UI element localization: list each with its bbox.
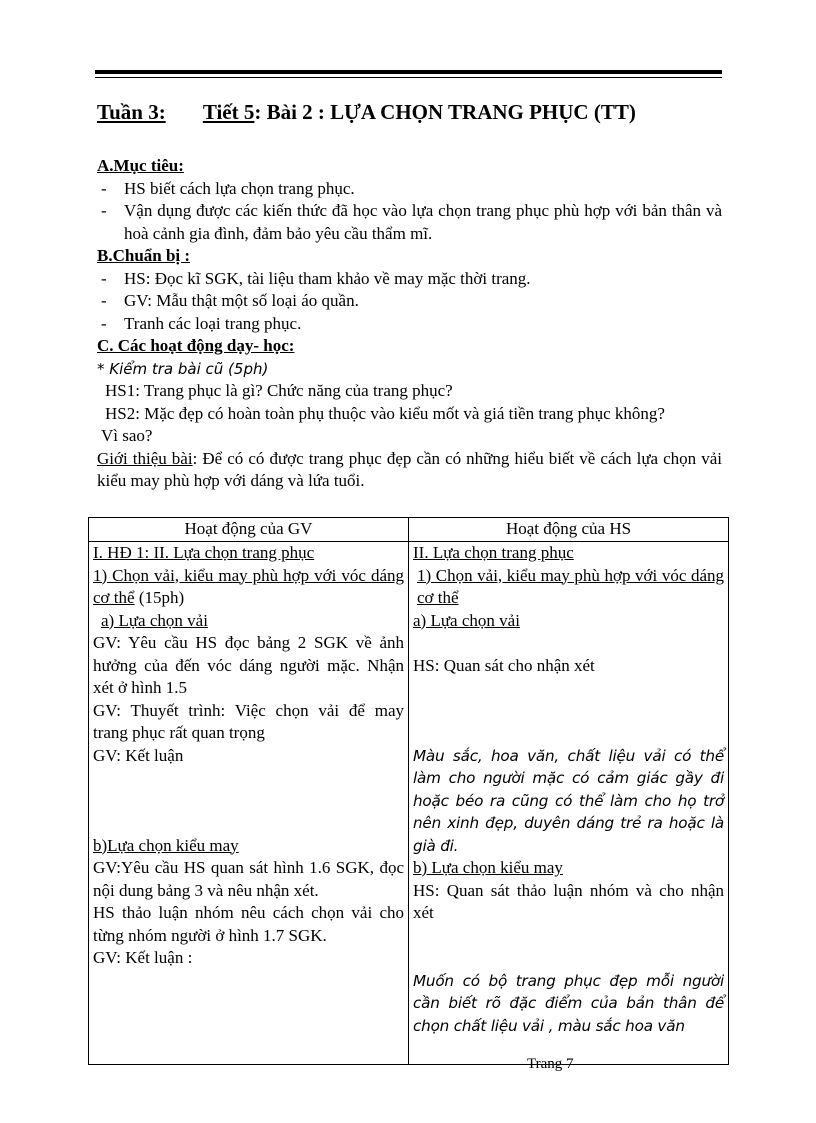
review-question-3: Vì sao? <box>101 426 153 445</box>
header-rule-thick <box>95 70 722 74</box>
page-title <box>97 100 737 125</box>
col-header-hs: Hoạt động của HS <box>409 518 729 542</box>
hs-line: Muốn có bộ trang phục đẹp mỗi người cần biết rõ đặc điểm của bản thân để chọn chất liệu vải , màu sắc hoa văn <box>413 971 724 1035</box>
gv-line: I. HĐ 1: II. Lựa chọn trang phục <box>93 543 315 562</box>
review-question-2: HS2: Mặc đẹp có hoàn toàn phụ thuộc vào kiểu mốt và giá tiền trang phục không? <box>105 403 665 423</box>
lesson-label: Tiết 5 <box>202 100 255 124</box>
hs-line: HS: Quan sát cho nhận xét <box>413 655 595 675</box>
lesson-title: : Bài 2 : LỰA CHỌN TRANG PHỤC (TT) <box>254 100 636 124</box>
hs-activity-cell <box>409 542 729 1065</box>
header-rule-thin <box>95 77 722 78</box>
gv-line: GV: Yêu cầu HS đọc bảng 2 SGK về ảnh hưởng của đến vóc dáng người mặc. Nhận xét ở hình 1.5 <box>93 633 404 697</box>
hs-line: a) Lựa chọn vải <box>413 610 520 630</box>
objectives-heading: A.Mục tiêu: <box>97 156 184 175</box>
objective-item: - Vận dụng được các kiến thức đã học vào lựa chọn trang phục phù hợp với bản thân và hoà cảnh gia đình, đảm bảo yêu cầu thẩm mĩ. <box>101 201 722 243</box>
preparation-heading: B.Chuẩn bị : <box>97 246 191 265</box>
gv-line: HS thảo luận nhóm nêu cách chọn vải cho từng nhóm người ở hình 1.7 SGK. <box>93 903 404 945</box>
hs-line: 1) Chọn vải, kiểu may phù hợp với vóc dáng cơ thể <box>417 565 724 607</box>
intro-label: Giới thiệu bài <box>97 448 193 468</box>
objective-item: - HS biết cách lựa chọn trang phục. <box>101 178 355 198</box>
hs-line: HS: Quan sát thảo luận nhóm và cho nhận xét <box>413 880 724 922</box>
activities-heading: C. Các hoạt động dạy- học: <box>97 336 295 355</box>
page-number: Trang 7 <box>527 1056 574 1072</box>
gv-line: GV: Thuyết trình: Việc chọn vải để may trang phục rất quan trọng <box>93 700 404 742</box>
preparation-item: - GV: Mẫu thật một số loại áo quần. <box>101 291 359 310</box>
gv-activity-cell <box>89 542 409 1065</box>
preparation-item: - HS: Đọc kĩ SGK, tài liệu tham khảo về may mặc thời trang. <box>101 268 531 288</box>
preparation-item: - Tranh các loại trang phục. <box>101 313 302 333</box>
gv-line: GV:Yêu cầu HS quan sát hình 1.6 SGK, đọc nội dung bảng 3 và nêu nhận xét. <box>93 858 404 900</box>
week-label: Tuần 3: <box>97 100 166 124</box>
gv-line: GV: Kết luận : <box>93 948 193 967</box>
intro-text: : Để có có được trang phục đẹp cần có những hiểu biết về cách lựa chọn vải kiểu may phù hợp với dáng và lứa tuổi. <box>97 448 722 490</box>
review-question-1: HS1: Trang phục là gì? Chức năng của trang phục? <box>105 381 453 400</box>
hs-line: b) Lựa chọn kiểu may <box>413 858 563 877</box>
intro-paragraph <box>97 448 722 493</box>
gv-line: b)Lựa chọn kiểu may <box>93 835 239 855</box>
gv-line: GV: Kết luận <box>93 745 184 765</box>
gv-line: 1) Chọn vải, kiểu may phù hợp với vóc dáng cơ thể (15ph) <box>93 565 404 607</box>
review-label: * Kiểm tra bài cũ (5ph) <box>97 359 269 378</box>
gv-line: a) Lựa chọn vải <box>101 610 208 630</box>
hs-line: II. Lựa chọn trang phục <box>413 543 574 562</box>
hs-line: Màu sắc, hoa văn, chất liệu vải có thể làm cho người mặc có cảm giác gầy đi hoặc béo ra cũng có thể làm cho họ trở nên xinh đẹp, duyên dáng trẻ ra hoặc là già đi. <box>413 746 724 855</box>
activity-table <box>88 517 729 1065</box>
col-header-gv: Hoạt động của GV <box>89 518 409 542</box>
objectives-section <box>97 155 722 493</box>
